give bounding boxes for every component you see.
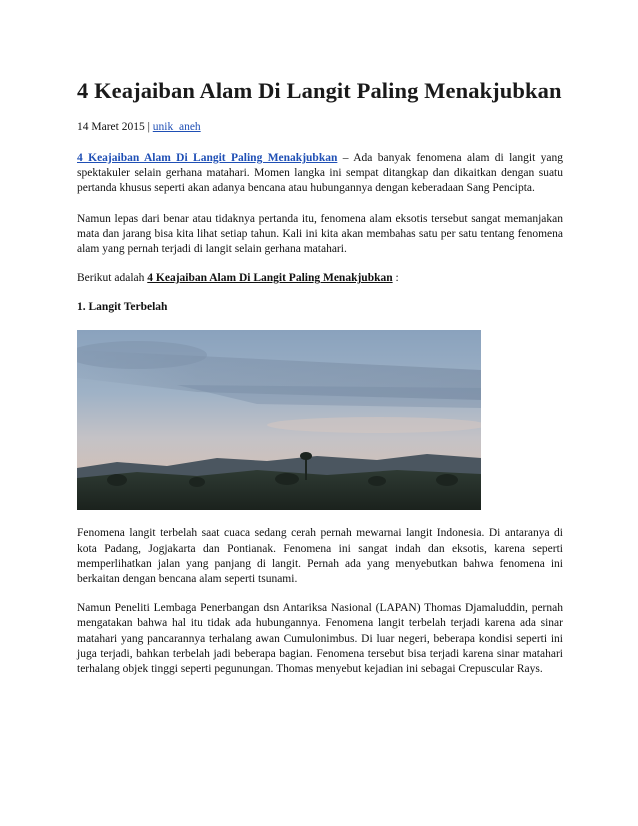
sky-photo [77, 330, 481, 510]
para3-bold-title: 4 Keajaiban Alam Di Langit Paling Menakjubkan [147, 272, 393, 285]
article [77, 76, 563, 677]
article-title: 4 Keajaiban Alam Di Langit Paling Menakjubkan [77, 78, 562, 103]
intro-paragraph [77, 151, 563, 197]
author-link[interactable]: unik_aneh [152, 121, 201, 133]
paragraph-4: Fenomena langit terbelah saat cuaca sedang cerah pernah mewarnai langit Indonesia. Di antaranya di kota Padang, Jogjakarta dan Pontianak. Fenomena ini sangat indah dan eksotis, karena seperti memperlihatkan jalan yang panjang di langit. Pernah ada yang menyebutkan bahwa fenomena ini berkaitan dengan bencana alam seperti tsunami. [77, 527, 563, 586]
intro-title-link[interactable]: 4 Keajaiban Alam Di Langit Paling Menakjubkan [77, 152, 338, 164]
para3-suffix: : [392, 272, 399, 285]
article-meta [77, 120, 563, 135]
section-heading-langit-terbelah: 1. Langit Terbelah [77, 301, 168, 314]
paragraph-5: Namun Peneliti Lembaga Penerbangan dsn Antariksa Nasional (LAPAN) Thomas Djamaluddin, pernah mengatakan bahwa hal itu tidak ada hubungannya. Fenomena langit terbelah terjadi karena ada sinar matahari yang pancarannya terhalang awan Cumulonimbus. Di luar negeri, beberapa kondisi seperti ini juga terjadi, bahkan terbelah jadi beberapa bagian. Fenomena tersebut bisa terjadi karena sinar matahari terhalang objek tinggi seperti pegunungan. Thomas menyebut kejadian ini sebagai Crepuscular Rays. [77, 602, 563, 676]
article-date: 14 Maret 2015 | [77, 121, 150, 133]
para3-prefix: Berikut adalah [77, 272, 148, 285]
paragraph-2: Namun lepas dari benar atau tidaknya pertanda itu, fenomena alam eksotis tersebut sangat memanjakan mata dan jarang bisa kita lihat setiap tahun. Kali ini kita akan membahas satu per satu tentang fenomena alam yang pernah terjadi di langit selain gerhana matahari. [77, 212, 563, 256]
intro-text: – Ada banyak fenomena alam di langit yang spektakuler selain gerhana matahari. Momen langka ini sempat ditangkap dan dikaitkan dengan suatu pertanda khusus seperti akan adanya bencana atau hubungannya dengan keberadaan Sang Pencipta. [77, 152, 563, 195]
paragraph-3 [77, 271, 563, 286]
